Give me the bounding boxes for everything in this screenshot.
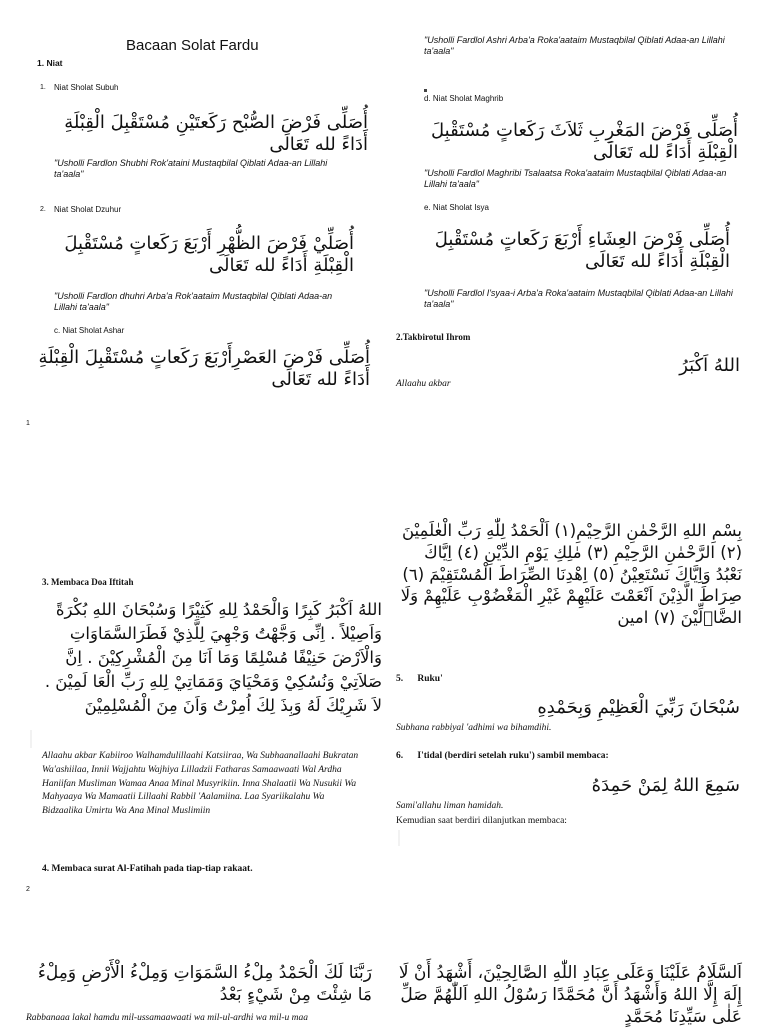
itidal-arabic: سَمِعَ اللهُ لِمَنْ حَمِدَهُ: [591, 775, 740, 796]
section-heading-takbir: 2.Takbirotul Ihrom: [396, 332, 471, 342]
itidal-transliteration: Sami'allahu liman hamidah.: [396, 801, 504, 811]
section-heading-niat: 1. Niat: [37, 58, 63, 68]
niat-maghrib-transliteration: "Usholli Fardlol Maghribi Tsalaatsa Roka'aataim Mustaqbilal Qiblati Adaa-an Lillahi ta'aala": [424, 168, 727, 190]
niat-subuh-transliteration: "Usholli Fardlon Shubhi Rok'ataini Mustaqbilal Qiblati Adaa-an Lillahi ta'aala": [54, 158, 328, 180]
rabbana-arabic: رَبَّنَا لَكَ الْحَمْدُ مِلْءُ السَّمَوَاتِ وَمِلْءُ الْأَرْضِ وَمِلْءُ مَا شِئْتَ مِنْ شَيْءٍ بَعْدُ: [37, 963, 372, 1006]
list-number-dzuhur: 2.: [40, 206, 46, 213]
niat-isya-label: e. Niat Sholat Isya: [424, 203, 489, 212]
niat-isya-transliteration: "Usholli Fardlol I'syaa-i Arba'a Roka'aataim Mustaqbilal Qiblati Adaa-an Lillahi ta'aala": [424, 288, 733, 310]
page-number-2: 2: [26, 886, 30, 893]
list-number-subuh: 1.: [40, 84, 46, 91]
niat-ashar-transliteration: "Usholli Fardlol Ashri Arba'a Roka'aataim Mustaqbilal Qiblati Adaa-an Lillahi ta'aala": [424, 35, 725, 57]
document-page-1: [0, 0, 768, 512]
niat-subuh-label: Niat Sholat Subuh: [54, 83, 119, 92]
fatihah-arabic: بِسْمِ اللهِ الرَّحْمٰنِ الرَّحِيْمِ(١) اَلْحَمْدُ لِلّٰهِ رَبِّ الْعٰلَمِيْنَ (٢) الرَّحْمٰنِ الرَّحِيْمِ (٣) مٰلِكِ يَوْمِ الدِّيْنِ (٤) اِيَّاكَ نَعْبُدُ وَاِيَّاكَ نَسْتَعِيْنُ (٥) اِهْدِنَا الصِّرَاطَ الْمُسْتَقِيْمَ (٦) صِرَاطَ الَّذِيْنَ اَنْعَمْتَ عَلَيْهِمْ غَيْرِ الْمَغْضُوْبِ عَلَيْهِمْ وَلَا الضَّاۤلِّيْنَ (٧) امين: [400, 521, 742, 628]
section-heading-iftitah: 3. Membaca Doa Iftitah: [42, 577, 134, 587]
section-heading-itidal: 6. I'tidal (berdiri setelah ruku') sambil membaca:: [396, 751, 609, 761]
niat-ashar-arabic: أُصَلِّى فَرْضَ العَصْرِأَرْبَعَ رَكَعاتٍ مُسْتَقْبِلَ الْقِبْلَةِ أَدَاءً لله تَعَالَى: [38, 347, 370, 390]
niat-isya-arabic: أُصَلِّى فَرْضَ العِشَاءِ أَرْبَعَ رَكَعاتٍ مُسْتَقْبِلَ الْقِبْلَةِ أَدَاءً لله تَعَالَى: [434, 229, 730, 272]
rabbana-transliteration: Rabbanaaa lakal hamdu mil-ussamaawaati wa mil-ul-ardhi wa mil-u maa: [26, 1013, 309, 1023]
niat-dzuhur-label: Niat Sholat Dzuhur: [54, 205, 122, 214]
niat-subuh-arabic: أُصَلِّى فَرْضَ الصُّبْح رَكَعتَيْنِ مُسْتَقْبِلَ الْقِبْلَةِ أَدَاءً لله تَعَالَى: [64, 112, 368, 155]
iftitah-arabic: اللهُ اَكْبَرُ كَبِرًا وَالْحَمْدُ لِلهِ كَثِيْرًا وَسُبْحَانَ اللهِ بُكْرَةً وَاَصِيْلاً . اِنِّى وَجَّهْتُ وَجْهِيَ لِلَّذِيْ فَطَرَالسَّمَاوَاتِ وَالْاَرْضَ حَنِيْفًا مُسْلِمًا وَمَا اَنَا مِنَ الْمُشْرِكِيْنَ . اِنَّ صَلاَتِيْ وَنُسُكِيْ وَمَحْيَايَ وَمَمَاتِيْ لِلهِ رَبِّ الْعَا لَمِيْنَ . لاَ شَرِيْكَ لَهُ وَبِذَ لِكَ اُمِرْتُ وَاَنَ مِنَ الْمُسْلِمِيْنَ: [44, 600, 382, 715]
ruku-arabic: سُبْحَانَ رَبِّيَ الْعَظِيْمِ وَبِحَمْدِهِ: [537, 697, 740, 718]
niat-maghrib-arabic: أُصَلِّى فَرْضَ المَغْرِبِ ثَلاَثَ رَكَعاتٍ مُسْتَقْبِلَ الْقِبْلَةِ أَدَاءً لله تَعَالَى: [431, 120, 738, 163]
niat-maghrib-label: d. Niat Sholat Maghrib: [424, 94, 504, 103]
niat-dzuhur-arabic: أُصَلِّيْ فَرْضَ الظُّهْرِ أَرْبَعَ رَكَعاتٍ مُسْتَقْبِلَ الْقِبْلَةِ أَدَاءً لله تَعَالَى: [64, 233, 354, 276]
section-heading-ruku: 5. Ruku': [396, 674, 443, 684]
ruku-transliteration: Subhana rabbiyal 'adhimi wa bihamdihi.: [396, 723, 552, 733]
document-title: Bacaan Solat Fardu: [126, 37, 259, 54]
takbir-arabic: اللهُ اَكْبَرُ: [679, 355, 740, 376]
page-number-1: 1: [26, 420, 30, 427]
section-heading-fatihah: 4. Membaca surat Al-Fatihah pada tiap-tiap rakaat.: [42, 864, 253, 874]
margin-mark: [398, 830, 400, 846]
niat-dzuhur-transliteration: "Usholli Fardlon dhuhri Arba'a Rok'aataim Mustaqbilal Qiblati Adaa-an Lillahi ta'aala": [54, 291, 333, 313]
itidal-continuation-note: Kemudian saat berdiri dilanjutkan membaca:: [396, 816, 567, 826]
takbir-transliteration: Allaahu akbar: [396, 379, 451, 389]
margin-mark: [30, 730, 32, 748]
document-page-2: [0, 512, 768, 1024]
niat-ashar-label: c. Niat Sholat Ashar: [54, 326, 125, 335]
iftitah-transliteration: Allaahu akbar Kabiiroo Walhamdulillaahi Katsiiraa, Wa Subhaanallaahi Bukratan Wa'ashiilaa, Innii Wajjahtu Wajhiya Lilladzii Fatharas Samaawaati Wal Ardha Haniifan Musliman Wamaa Anaa Minal Musyrikiin. Inna Shalaatii Wa Nusukii Wa Mahyaaya Wa Mamaatii Lillaahi Rabbil 'Aalamiina. Laa Syariikalahu Wa Bidzaalika Umirtu Wa Ana Minal Muslimiin: [42, 751, 359, 817]
bullet-marker: [424, 89, 427, 92]
tasyahud-arabic: اَلسَّلَامُ عَلَيْنَا وَعَلَى عِبَادِ اللّٰهِ الصَّالِحِيْنَ، أَشْهَدُ أَنْ لَا إِلَهَ إِلَّا اللهُ وَأَشْهَدُ أَنَّ مُحَمَّدًا رَسُوْلُ اللهِ اَللّٰهُمَّ صَلِّ عَلٰى سَيِّدِنَا مُحَمَّدٍ: [398, 963, 742, 1028]
